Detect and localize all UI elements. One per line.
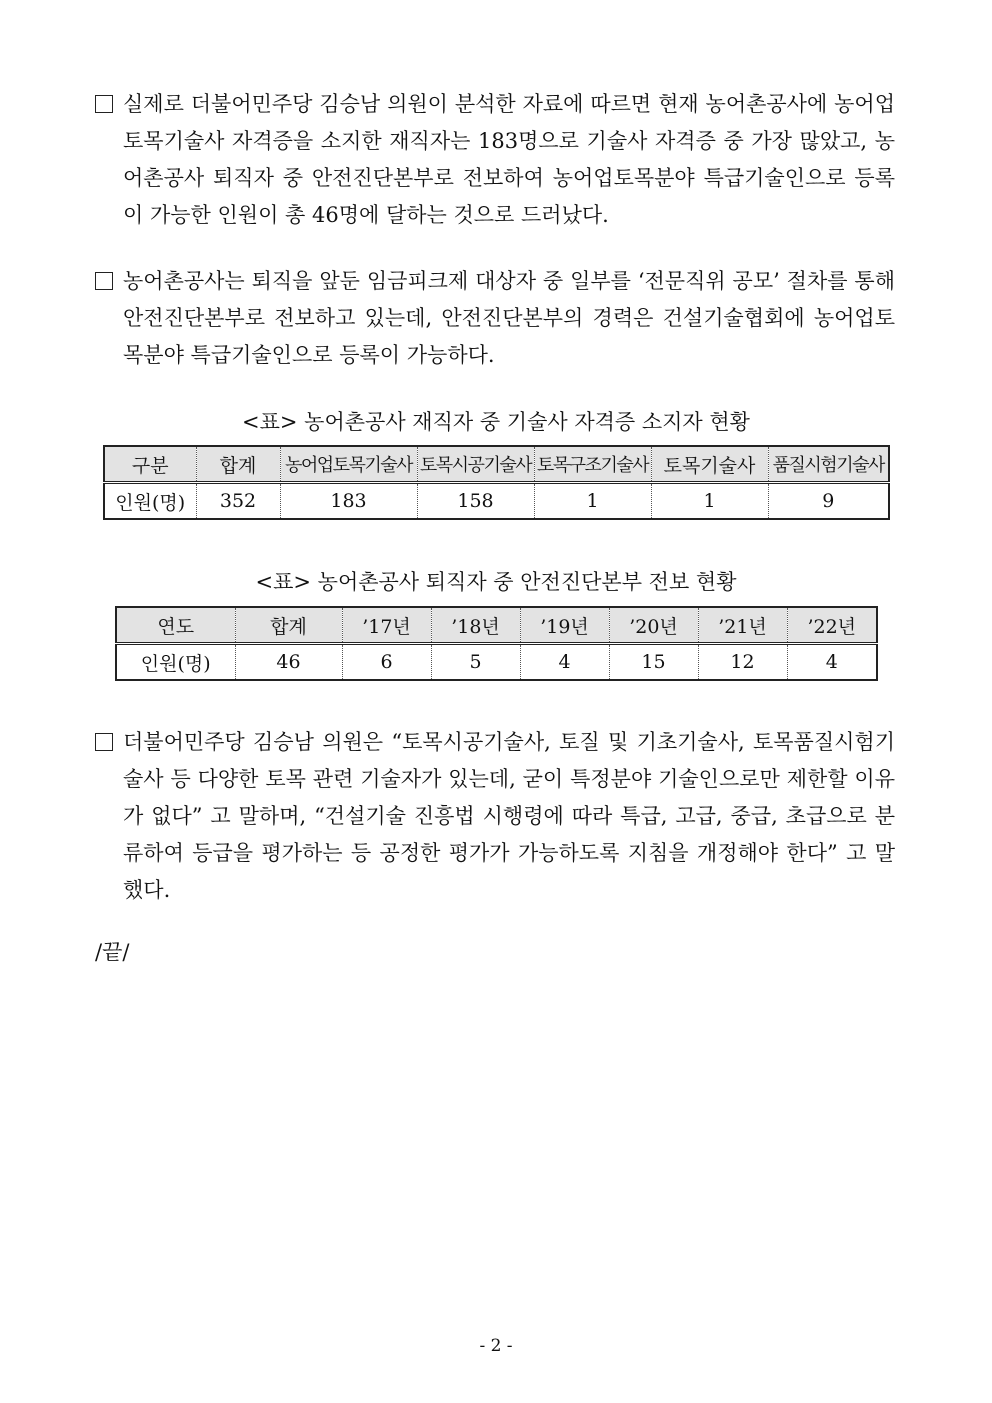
header-cell: 합계 [235,607,342,644]
table-2-caption: <표> 농어촌공사 퇴직자 중 안전진단본부 전보 현황 [255,570,737,594]
header-cell: ’18년 [431,607,520,644]
paragraph-2-text: 농어촌공사는 퇴직을 앞둔 임금피크제 대상자 중 일부를 ‘전문직위 공모’ 절차를 통해 안전진단본부로 전보하고 있는데, 안전진단본부의 경력은 건설기술협회에 농어업토목분야 특급기술인으로 등록이 가능하다. [123,269,895,367]
row-label-cell: 인원(명) [116,644,235,681]
data-cell: 1 [534,483,651,520]
page-number: - 2 - [479,1336,513,1356]
data-cell: 1 [651,483,768,520]
table-1-caption: <표> 농어촌공사 재직자 중 기술사 자격증 소지자 현황 [242,410,750,434]
row-label-cell: 인원(명) [104,483,196,520]
header-cell: ’17년 [342,607,431,644]
end-mark: /끝/ [95,940,130,964]
paragraph-2 [95,263,895,374]
header-cell: 농어업토목기술사 [280,446,417,483]
data-cell: 6 [342,644,431,681]
table-2-header-row [116,607,877,644]
header-cell: 토목구조기술사 [534,446,651,483]
data-cell: 5 [431,644,520,681]
paragraph-1-text: 실제로 더불어민주당 김승남 의원이 분석한 자료에 따르면 현재 농어촌공사에 농어업토목기술사 자격증을 소지한 재직자는 183명으로 기술사 자격증 중 가장 많았고, 농어촌공사 퇴직자 중 안전진단본부로 전보하여 농어업토목분야 특급기술인으로 등록이 가능한 인원이 총 46명에 달하는 것으로 드러났다. [123,92,895,227]
data-cell: 12 [698,644,787,681]
checkbox-bullet [95,272,113,290]
data-cell: 352 [196,483,280,520]
header-cell: 토목시공기술사 [417,446,534,483]
table-1 [103,445,890,520]
paragraph-3 [95,724,895,909]
checkbox-bullet [95,733,113,751]
data-cell: 9 [768,483,889,520]
header-cell: 연도 [116,607,235,644]
data-cell: 4 [520,644,609,681]
checkbox-bullet [95,95,113,113]
data-cell: 46 [235,644,342,681]
header-cell: ’19년 [520,607,609,644]
table-1-header-row [104,446,889,483]
header-cell: ’22년 [787,607,877,644]
header-cell: 구분 [104,446,196,483]
table-row [104,483,889,520]
data-cell: 15 [609,644,698,681]
header-cell: ’21년 [698,607,787,644]
table-row [116,644,877,681]
data-cell: 183 [280,483,417,520]
table-2 [115,606,878,681]
header-cell: 품질시험기술사 [768,446,889,483]
data-cell: 4 [787,644,877,681]
header-cell: ’20년 [609,607,698,644]
data-cell: 158 [417,483,534,520]
paragraph-1 [95,86,895,234]
header-cell: 토목기술사 [651,446,768,483]
header-cell: 합계 [196,446,280,483]
paragraph-3-text: 더불어민주당 김승남 의원은 “토목시공기술사, 토질 및 기초기술사, 토목품질시험기술사 등 다양한 토목 관련 기술자가 있는데, 굳이 특정분야 기술인으로만 제한할 이유가 없다” 고 말하며, “건설기술 진흥법 시행령에 따라 특급, 고급, 중급, 초급으로 분류하여 등급을 평가하는 등 공정한 평가가 가능하도록 지침을 개정해야 한다” 고 말했다. [123,730,895,902]
